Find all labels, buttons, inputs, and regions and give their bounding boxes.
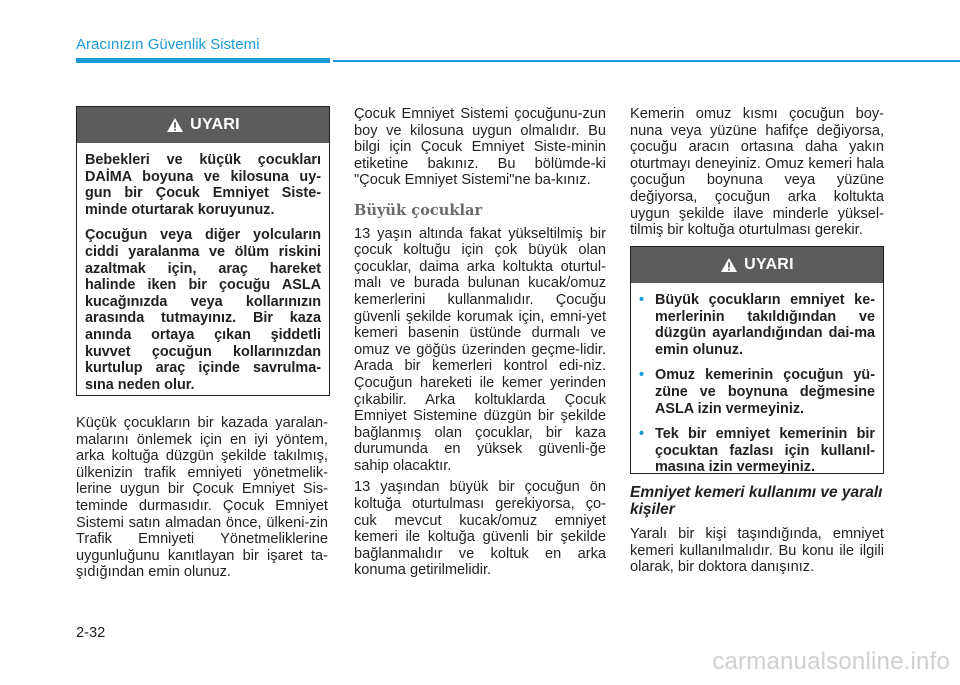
body-paragraph: Çocuk Emniyet Sistemi çocuğunu-zun boy ve kilosuna uygun olmalıdır. Bu bilgi için Çocuk Emniyet Siste-minin etiketine bakınız. Bu bölümde-ki "Çocuk Emniyet Sistemi"ne ba-kınız. [354,106,606,189]
warning-triangle-icon [720,257,738,273]
subheading-injured-persons: Emniyet kemeri kullanımı ve yaralı kişiler [630,484,883,518]
body-paragraph: Kemerin omuz kısmı çocuğun boy-nuna veya yüzüne hafifçe değiyorsa, çocuğu aracın ortasına daha yakın oturtmayı deneyiniz. Omuz kemeri hala çocuğun boynuna veya yüzüne değiyorsa, çocuğun arka koltukta uygun şekilde ilave minderle yüksel-tilmiş bir koltuğa oturtulması gerekir. [630,106,884,239]
right-lower [630,470,884,581]
body-paragraph: Küçük çocukların bir kazada yaralan-malarını önlemek için en iyi yöntem, arka koltuğa düzgün şekilde takılmış, ülkenizin trafik emniyeti yönetmelik-lerine uygun bir Çocuk Emniyet Sis-teminde durmasıdır. Çocuk Emniyet Sistemi satın almadan önce, ülkeni-zin Trafik Emniyeti Yönetmeliklerine uygunluğunu kanıtlayan bir işaret ta-şıdığından emin olunuz. [76,415,328,581]
warning-body [77,143,329,401]
body-paragraph: 13 yaşından büyük bir çocuğun ön koltuğa oturtulması gerekiyorsa, ço-cuk mevcut kucak/omuz emniyet kemeri ile koltuğa güvenli bir şekilde bağlanmalıdır ve koltuk en arka konuma getirilmelidir. [354,479,606,579]
page-number: 2-32 [76,625,106,641]
bullet-dot: • [639,292,645,308]
bullet-dot: • [639,426,645,443]
header-rule [333,60,960,62]
list-item: • Tek bir emniyet kemerinin bir çocuktan fazlası için kullanıl-masına izin vermeyiniz. [639,426,875,476]
bullet-dot: • [639,367,645,384]
warning-body [631,283,883,484]
warning-label: UYARI [744,256,794,273]
warning-triangle-icon [166,117,184,133]
watermark: carmanualsonline.info [712,648,950,675]
left-body [76,415,328,586]
warning-box-infants [76,106,330,396]
list-item: • Omuz kemerinin çocuğun yü-züne ve boynuna değmesine ASLA izin vermeyiniz. [639,367,875,417]
warning-header [631,247,883,283]
warning-paragraph: Bebekleri ve küçük çocukları DAİMA boyuna ve kilosuna uy-gun bir Çocuk Emniyet Siste-minde oturtarak koruyunuz. [85,152,321,218]
body-paragraph: 13 yaşın altında fakat yükseltilmiş bir çocuk koltuğu için çok büyük olan çocuklar, daima arka koltukta oturtul-malı ve burada bulunan kucak/omuz kemerlerini kullanmalıdır. Çocuğu güvenli şekilde korumak için, emni-yet kemeri basenin üstünde durmalı ve omuz ve göğüs üzerinden geçme-lidir. Arada bir kemerleri kontrol edi-niz. Çocuğun hareketi ile kemer yerinden çıkabilir. Arka koltuklarda Çocuk Emniyet Sistemine düzgün bir şekilde bağlanmış olan çocuklar, bir kaza durumunda en yüksek güvenli-ğe sahip olacaktır. [354,225,606,474]
warning-box-older-children [630,246,884,474]
warning-label: UYARI [190,116,240,133]
right-intro [630,106,884,244]
section-title: Aracınızın Güvenlik Sistemi [76,36,260,53]
warning-header [77,107,329,143]
list-item: • Büyük çocukların emniyet ke-merlerinin takıldığından ve düzgün ayarlandığından dai-ma emin olunuz. [639,292,875,358]
header-rule-accent [76,58,330,63]
subheading-older-children: Büyük çocuklar [354,201,483,219]
body-paragraph: Yaralı bir kişi taşındığında, emniyet kemeri kullanılmalıdır. Bu konu ile ilgili olarak, bir doktora danışınız. [630,526,884,576]
warning-bullet-list [639,292,875,476]
warning-paragraph: Çocuğun veya diğer yolcuların ciddi yaralanma ve ölüm riskini azaltmak için, araç hareket halinde iken bir çocuğu ASLA kucağınızda veya kollarınızın arasında tutmayınız. Bir kaza anında ortaya çıkan şiddetli kuvvet çocuğun kollarınızdan kurtulup araç içinde savrulma-sına neden olur. [85,227,321,393]
middle-column [354,106,606,584]
